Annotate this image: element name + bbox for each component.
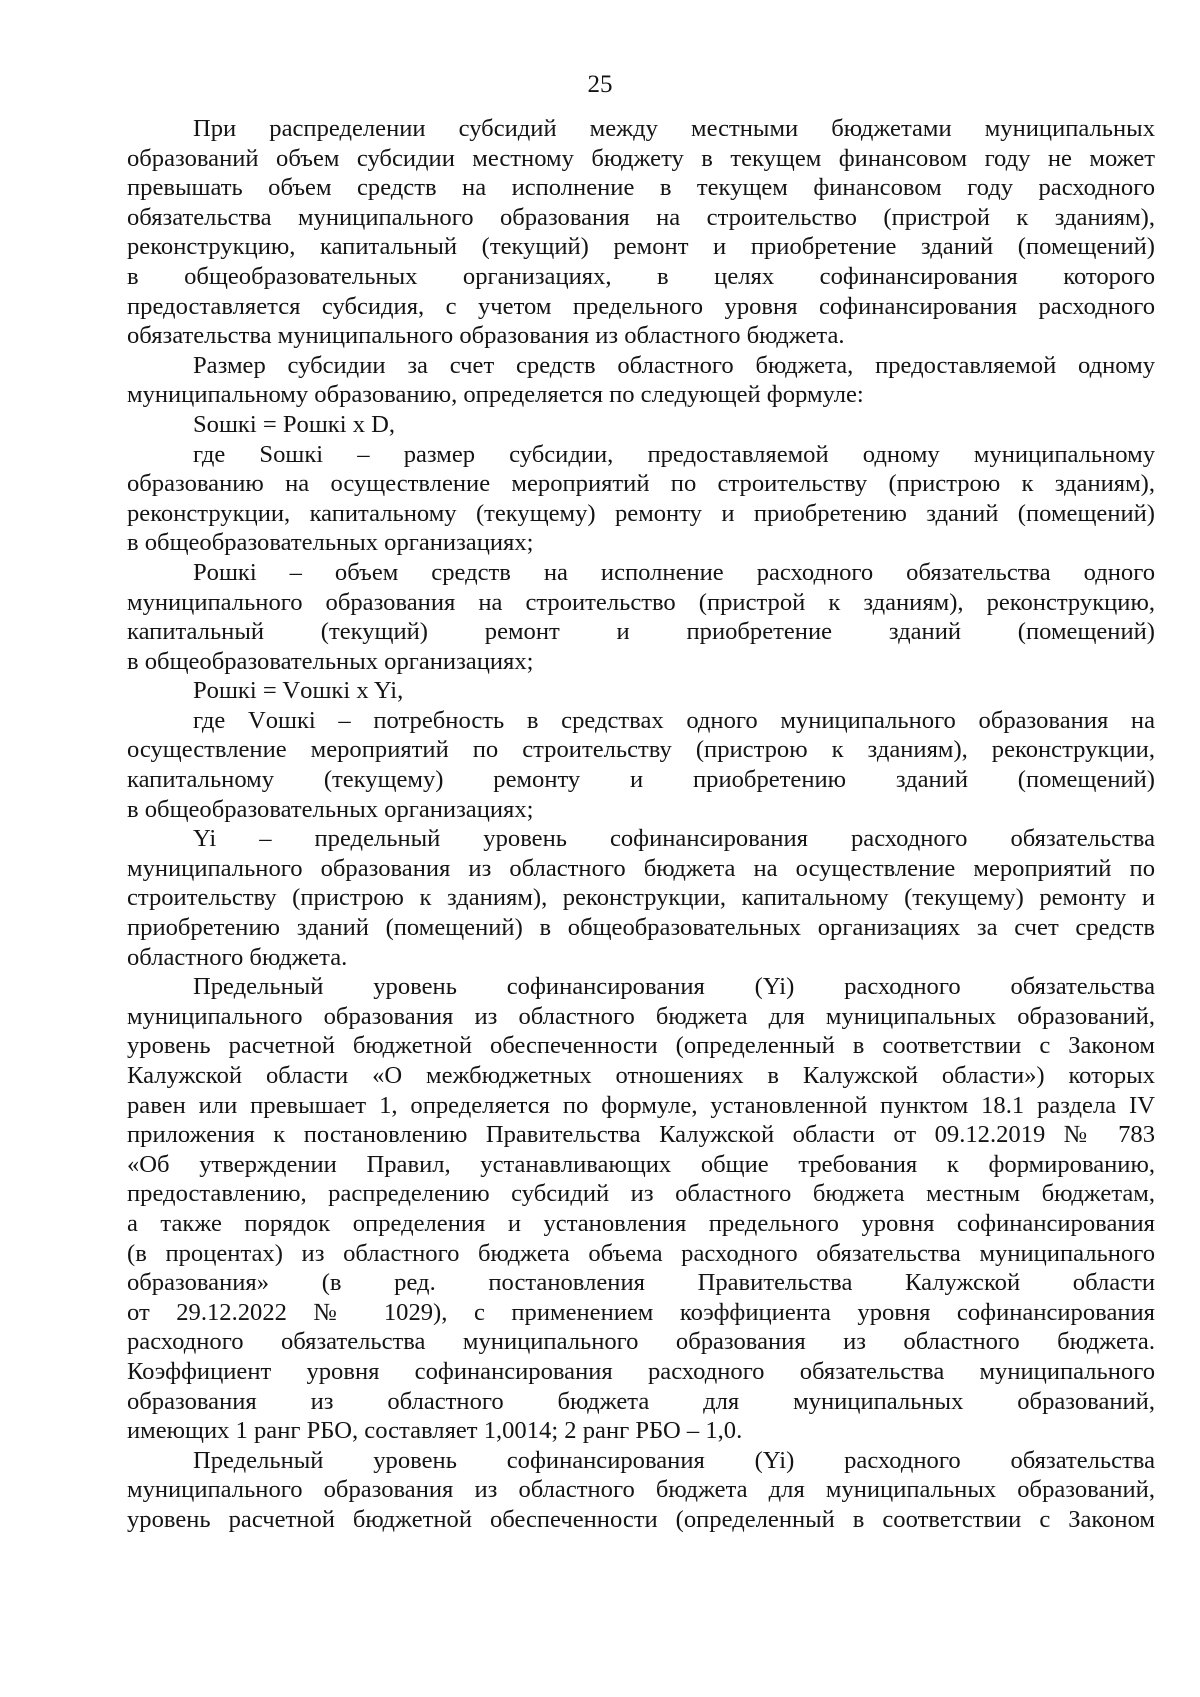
text-line: капитальный (текущий) ремонт и приобретение зданий (помещений) — [127, 618, 1155, 646]
text-line: Размер субсидии за счет средств областного бюджета, предоставляемой одному — [193, 351, 1155, 379]
body-text — [127, 114, 1155, 1535]
text-line: расходного обязательства муниципального образования из областного бюджета. — [127, 1328, 1155, 1356]
text-line: муниципального образования из областного бюджета для муниципальных образований, — [127, 1002, 1155, 1030]
text-line: где Vошкi – потребность в средствах одного муниципального образования на — [193, 706, 1155, 734]
text-line: предоставлению, распределению субсидий из областного бюджета местным бюджетам, — [127, 1180, 1155, 1208]
text-line: «Об утверждении Правил, устанавливающих общие требования к формированию, — [127, 1150, 1155, 1178]
text-line: уровень расчетной бюджетной обеспеченности (определенный в соответствии с Законом — [127, 1032, 1155, 1060]
text-line: Pошкi = Vошкi x Yi, — [193, 677, 404, 705]
text-line: превышать объем средств на исполнение в текущем финансовом году расходного — [127, 174, 1155, 202]
text-line: образования» (в ред. постановления Правительства Калужской области — [127, 1269, 1155, 1297]
text-line: имеющих 1 ранг РБО, составляет 1,0014; 2 ранг РБО – 1,0. — [127, 1417, 743, 1445]
text-line: образования из областного бюджета для муниципальных образований, — [127, 1387, 1155, 1415]
text-line: реконструкции, капитальному (текущему) ремонту и приобретению зданий (помещений) — [127, 499, 1155, 527]
text-line: в общеобразовательных организациях; — [127, 529, 534, 557]
text-line: капитальному (текущему) ремонту и приобретению зданий (помещений) — [127, 766, 1155, 794]
text-line: Pошкi – объем средств на исполнение расходного обязательства одного — [193, 558, 1155, 586]
text-line: приложения к постановлению Правительства Калужской области от 09.12.2019 № 783 — [127, 1121, 1155, 1149]
text-line: в общеобразовательных организациях; — [127, 795, 534, 823]
text-line: от 29.12.2022 № 1029), с применением коэффициента уровня софинансирования — [127, 1298, 1155, 1326]
text-line: реконструкцию, капитальный (текущий) ремонт и приобретение зданий (помещений) — [127, 233, 1155, 261]
text-line: в общеобразовательных организациях; — [127, 647, 534, 675]
text-line: Калужской области «О межбюджетных отношениях в Калужской области») которых — [127, 1062, 1155, 1089]
text-line: обязательства муниципального образования из областного бюджета. — [127, 322, 845, 350]
text-line: осуществление мероприятий по строительству (пристрою к зданиям), реконструкции, — [127, 736, 1155, 764]
text-line: уровень расчетной бюджетной обеспеченности (определенный в соответствии с Законом — [127, 1505, 1155, 1533]
text-line: (в процентах) из областного бюджета объема расходного обязательства муниципального — [127, 1239, 1155, 1267]
text-line: строительству (пристрою к зданиям), реконструкции, капитальному (текущему) ремонту и — [127, 884, 1155, 912]
text-line: Коэффициент уровня софинансирования расходного обязательства муниципального — [127, 1357, 1155, 1385]
text-line: равен или превышает 1, определяется по формуле, установленной пунктом 18.1 раздела IV — [127, 1091, 1155, 1119]
page-number: 25 — [587, 71, 613, 98]
text-line: образований объем субсидии местному бюджету в текущем финансовом году не может — [127, 144, 1155, 172]
text-line: обязательства муниципального образования на строительство (пристрой к зданиям), — [127, 203, 1155, 231]
text-line: муниципального образования на строительство (пристрой к зданиям), реконструкцию, — [127, 588, 1155, 616]
text-line: областного бюджета. — [127, 943, 348, 971]
text-line: Предельный уровень софинансирования (Yi) расходного обязательства — [193, 1446, 1155, 1474]
text-line: в общеобразовательных организациях, в целях софинансирования которого — [127, 262, 1155, 290]
text-line: муниципального образования из областного бюджета для муниципальных образований, — [127, 1476, 1155, 1504]
text-line: а также порядок определения и установления предельного уровня софинансирования — [127, 1209, 1155, 1237]
text-line: Предельный уровень софинансирования (Yi) расходного обязательства — [193, 973, 1155, 1001]
text-line: приобретению зданий (помещений) в общеобразовательных организациях за счет средств — [127, 914, 1155, 942]
text-line: предоставляется субсидия, с учетом предельного уровня софинансирования расходного — [127, 292, 1155, 320]
text-line: Sошкi = Pошкi x D, — [193, 410, 396, 438]
text-line: где Sошкi – размер субсидии, предоставляемой одному муниципальному — [193, 440, 1155, 468]
text-line: Yi – предельный уровень софинансирования расходного обязательства — [193, 825, 1155, 853]
text-line: образованию на осуществление мероприятий по строительству (пристрою к зданиям), — [127, 470, 1155, 498]
text-line: муниципальному образованию, определяется по следующей формуле: — [127, 381, 864, 409]
text-line: При распределении субсидий между местными бюджетами муниципальных — [193, 115, 1155, 142]
text-line: муниципального образования из областного бюджета на осуществление мероприятий по — [127, 854, 1155, 882]
